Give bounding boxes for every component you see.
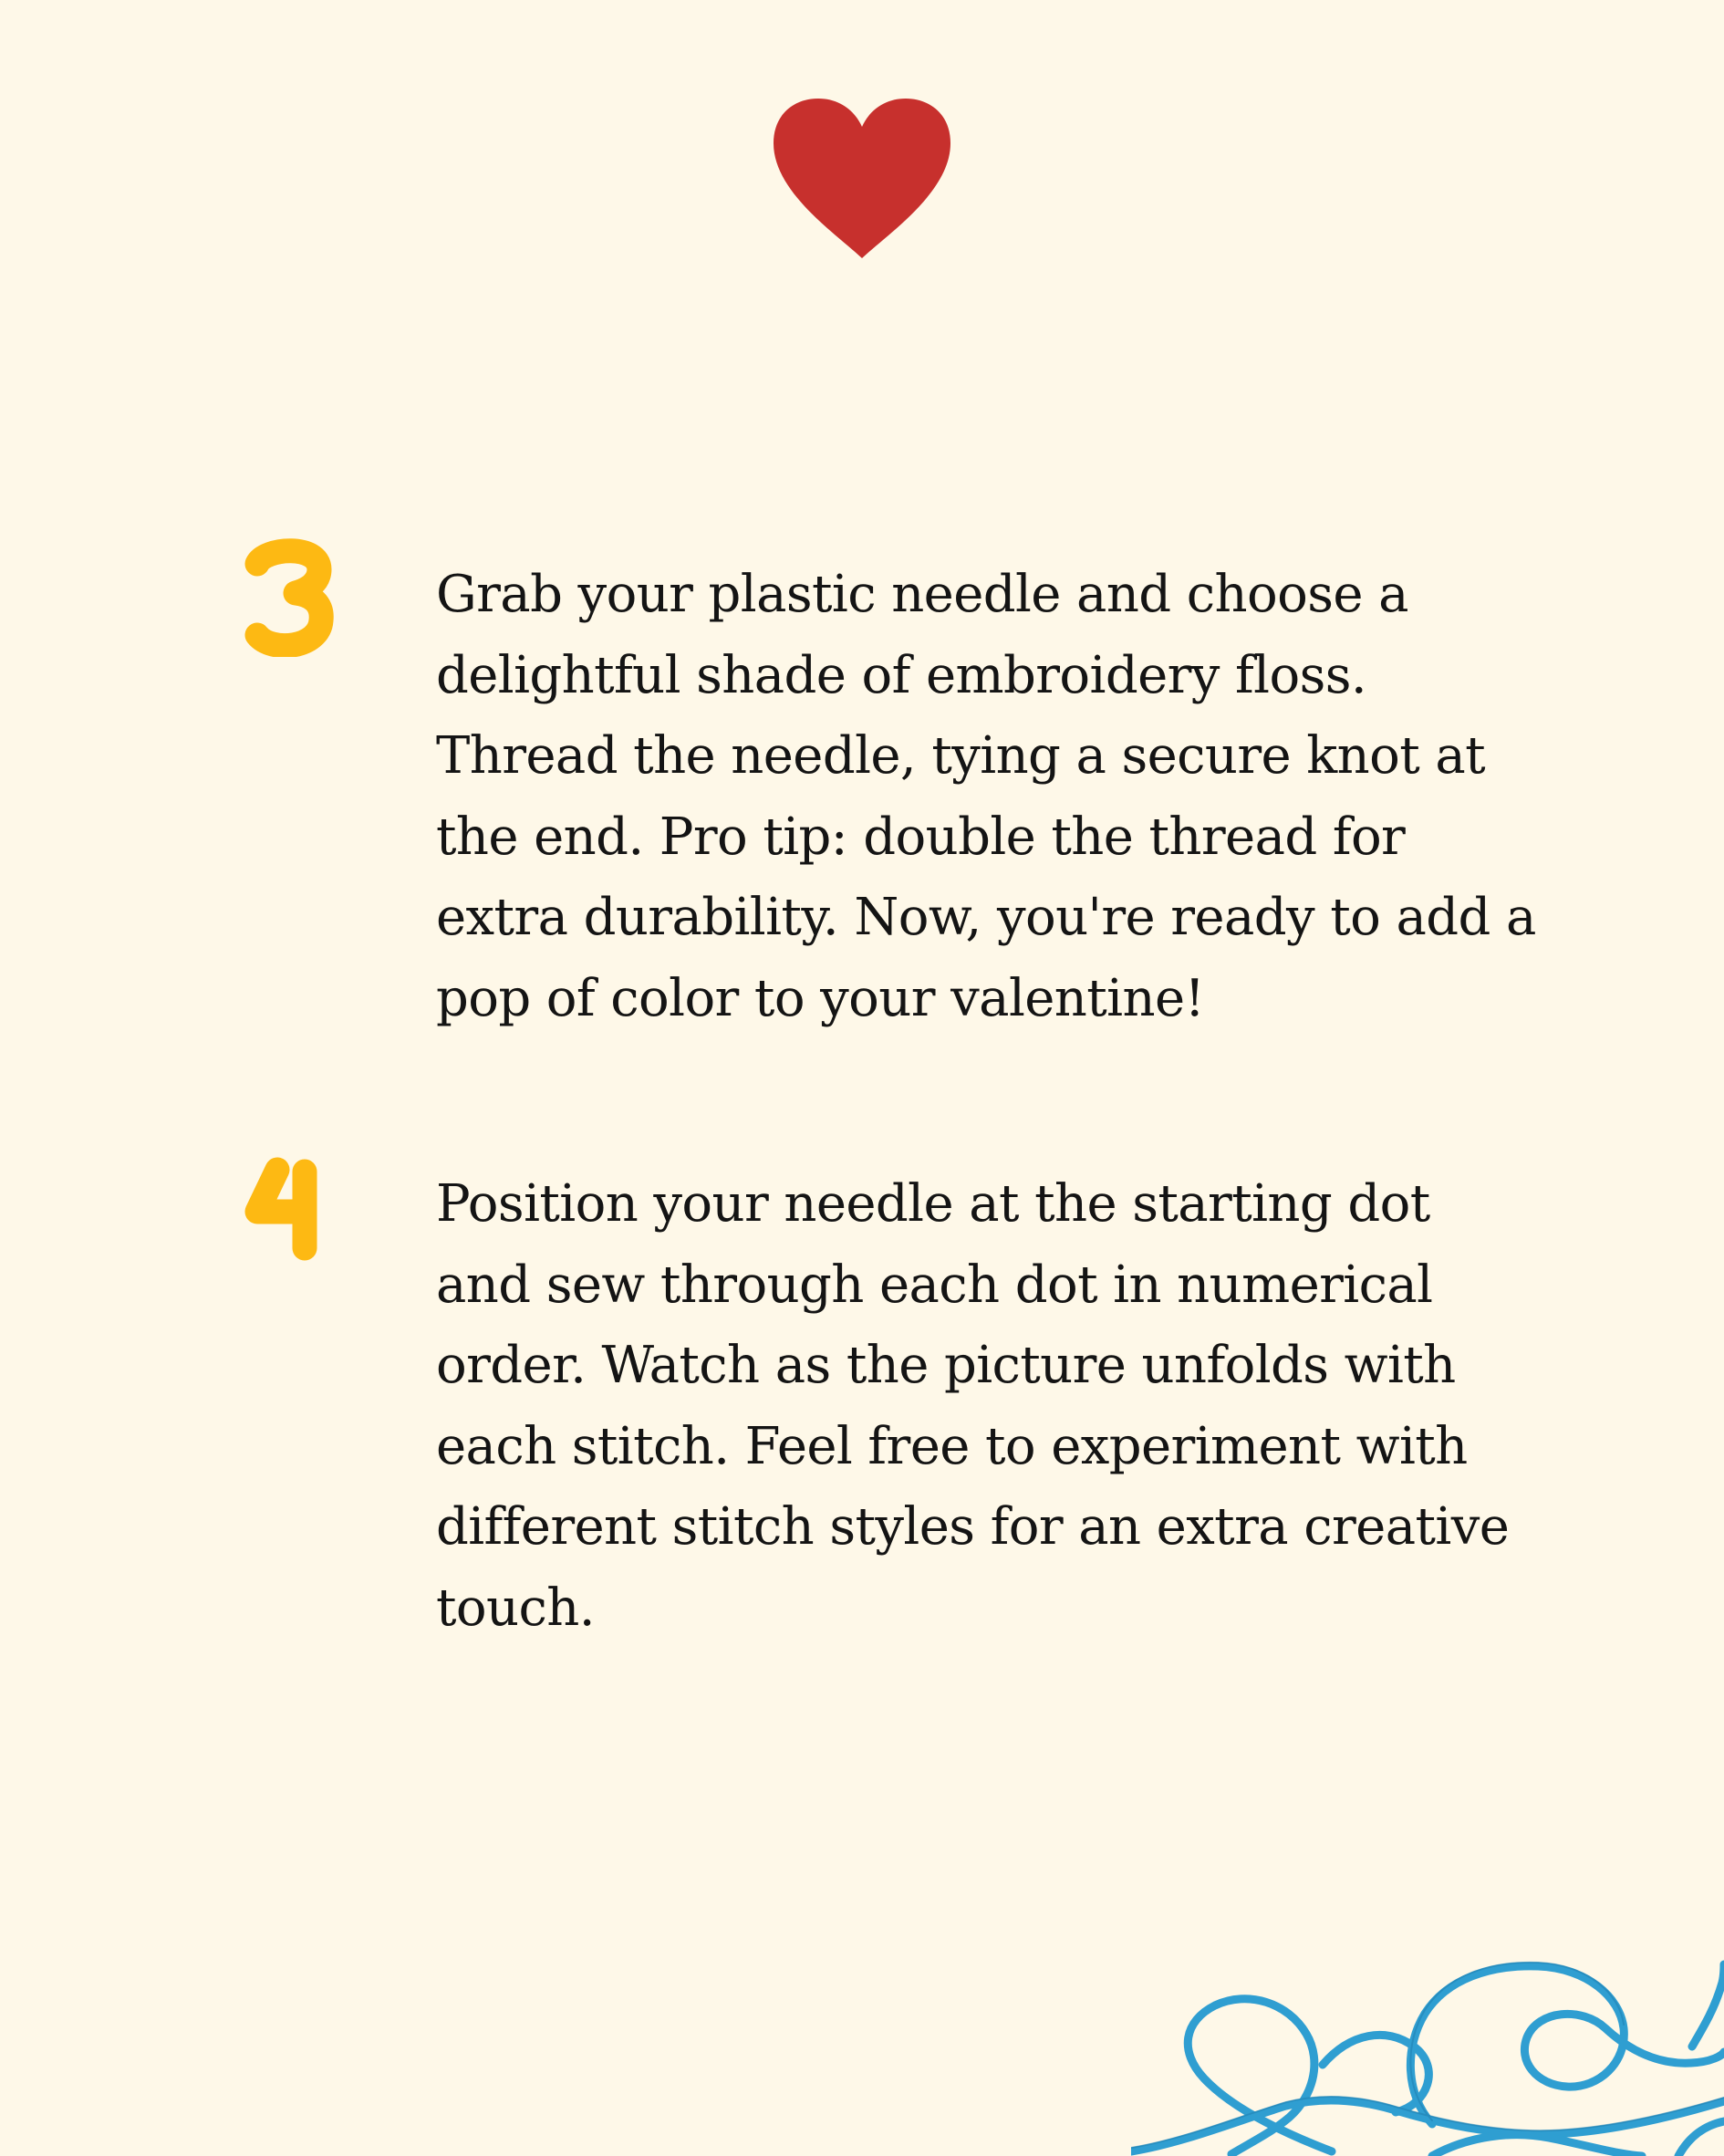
step-text-line: extra durability. Now, you're ready to add a (436, 888, 1536, 947)
step-text-line: and sew through each dot in numerical (436, 1255, 1433, 1315)
step-text-line: each stitch. Feel free to experiment with (436, 1416, 1468, 1476)
step-number-3-icon (244, 538, 336, 657)
step-text-line: Position your needle at the starting dot (436, 1174, 1430, 1234)
step-text-line: Grab your plastic needle and choose a (436, 565, 1408, 624)
heart-icon (771, 96, 953, 260)
thread-icon (1131, 1919, 1724, 2156)
step-number-4-icon (244, 1148, 336, 1266)
step-text-line: the end. Pro tip: double the thread for (436, 807, 1406, 867)
step-3-text (436, 555, 1536, 1039)
step-text-line: order. Watch as the picture unfolds with (436, 1336, 1456, 1395)
step-text-line: pop of color to your valentine! (436, 968, 1205, 1028)
step-text-line: touch. (436, 1578, 595, 1638)
step-text-line: different stitch styles for an extra creative (436, 1497, 1510, 1557)
step-text-line: delightful shade of embroidery floss. (436, 645, 1367, 705)
step-4-text (436, 1164, 1512, 1649)
step-text-line: Thread the needle, tying a secure knot at (436, 726, 1486, 786)
